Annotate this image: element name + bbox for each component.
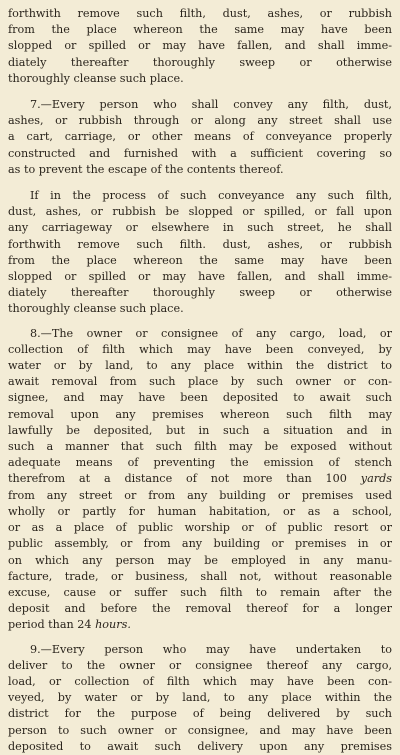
text-line: adequate means of preventing the emission of stench — [8, 456, 392, 470]
text-line: thoroughly cleanse such place. — [8, 71, 184, 85]
italic-word: yards — [360, 472, 392, 486]
text-line: slopped or spilled or may have fallen, and shall imme- — [8, 39, 392, 53]
text-line: from the place whereon the same may have been — [8, 253, 392, 267]
text-line: deposit and before the removal thereof for a longer — [8, 602, 392, 616]
text-line: deposited to await such delivery upon any premises — [8, 739, 392, 753]
text-line: from the place whereon the same may have been — [8, 23, 392, 37]
text-line: veyed, by water or by land, to any place within the — [8, 691, 392, 705]
text-line: collection of filth which may have been conveyed, by — [8, 342, 392, 356]
text-line: or as a place of public worship or of public resort or — [8, 521, 392, 535]
text-line: as to prevent the escape of the contents thereof. — [8, 162, 284, 176]
text-line: therefrom at a distance of not more than 100 yards — [8, 472, 392, 486]
text-line: thoroughly cleanse such place. — [8, 302, 184, 316]
text-line: excuse, cause or suffer such filth to remain after the — [8, 585, 392, 599]
text-line: water or by land, to any place within the district to — [8, 359, 392, 373]
text-line: lawfully be deposited, but in such a situation and in — [8, 423, 392, 437]
text-line: removal upon any premises whereon such filth may — [8, 407, 392, 421]
text-line: constructed and furnished with a sufficient covering so — [8, 146, 392, 160]
text-line: diately thereafter thoroughly sweep or otherwise — [8, 286, 392, 300]
text-line: load, or collection of filth which may have been con- — [8, 674, 392, 688]
text-line: forthwith remove such filth. dust, ashes, or rubbish — [8, 237, 392, 251]
italic-word: hours. — [95, 618, 131, 632]
text-line: slopped or spilled or may have fallen, and shall imme- — [8, 270, 392, 284]
text-line: 8.—The owner or consignee of any cargo, load, or — [30, 326, 392, 340]
text-line: public assembly, or from any building or premises in or — [8, 537, 392, 551]
text-line: on which any person may be employed in any manu- — [8, 553, 392, 567]
text-line: ashes, or rubbish through or along any street shall use — [8, 114, 392, 128]
text-line: facture, trade, or business, shall not, without reasonable — [8, 569, 392, 583]
paragraph-continuation — [8, 6, 392, 87]
paragraph-section-7-continued — [8, 188, 392, 318]
paragraph-section-7 — [8, 97, 392, 178]
paragraph-section-9 — [8, 642, 392, 755]
text-line: a cart, carriage, or other means of conveyance properly — [8, 130, 392, 144]
paragraph-section-8 — [8, 326, 392, 634]
text-line: person to such owner or consignee, and may have been — [8, 723, 392, 737]
text-line: dust, ashes, or rubbish be slopped or spilled, or fall upon — [8, 205, 392, 219]
text-line: 7.—Every person who shall convey any filth, dust, — [30, 98, 392, 112]
text-line: If in the process of such conveyance any such filth, — [30, 189, 392, 203]
text-line: any carriageway or elsewhere in such street, he shall — [8, 221, 392, 235]
text-line: such a manner that such filth may be exposed without — [8, 440, 392, 454]
text-line: forthwith remove such filth, dust, ashes, or rubbish — [8, 7, 392, 20]
text-line: 9.—Every person who may have undertaken to — [30, 642, 392, 656]
text-line: from any street or from any building or premises used — [8, 488, 392, 502]
text-line: district for the purpose of being delivered by such — [8, 707, 392, 721]
text-line: period than 24 hours. — [8, 618, 131, 632]
text-line: diately thereafter thoroughly sweep or otherwise — [8, 55, 392, 69]
text-line: await removal from such place by such owner or con- — [8, 375, 392, 389]
text-line: wholly or partly for human habitation, or as a school, — [8, 504, 392, 518]
text-line: deliver to the owner or consignee thereof any cargo, — [8, 658, 392, 672]
text-line: signee, and may have been deposited to await such — [8, 391, 392, 405]
